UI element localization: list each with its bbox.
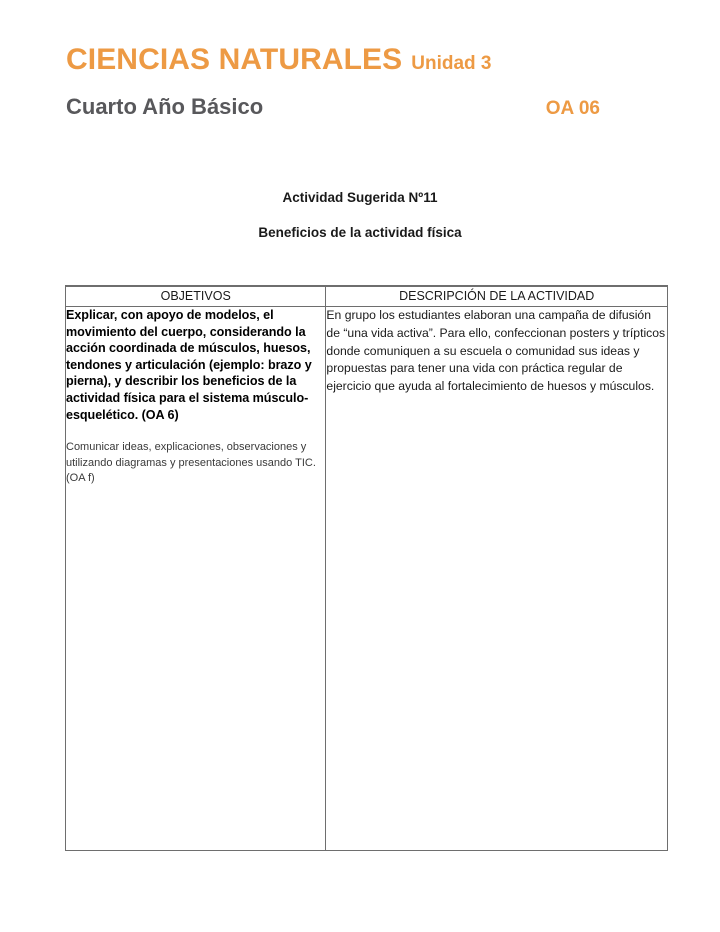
subject-title: CIENCIAS NATURALES [66,43,403,76]
oa-code-badge: OA 06 [545,98,600,120]
title-line [66,44,666,76]
objectives-cell [66,307,326,851]
document-header [66,44,666,120]
table-header-objectives: OBJETIVOS [66,286,326,307]
grade-line [66,95,600,120]
description-cell [326,307,668,851]
table-header-description: DESCRIPCIÓN DE LA ACTIVIDAD [326,286,668,307]
activity-table [65,285,668,851]
activity-subject: Beneficios de la actividad física [258,225,462,241]
table-row [66,307,668,851]
activity-heading [0,190,720,241]
description-text: En grupo los estudiantes elaboran una campaña de difusión de “una vida activa”. Para ello, confeccionan posters y trípticos donde comuniquen a su escuela o comunidad sus ideas y propuestas para tener una vida con práctica regular de ejercicio que ayuda al fortalecimiento de huesos y músculos. [326,308,666,394]
table-header-row [66,286,668,307]
activity-number: Actividad Sugerida Nº11 [282,190,438,205]
grade-label: Cuarto Año Básico [66,94,264,120]
unit-label: Unidad 3 [411,53,492,74]
objective-secondary-text: Comunicar ideas, explicaciones, observaciones y utilizando diagramas y presentaciones usando TIC. (OA f) [66,441,316,485]
objective-main-text: Explicar, con apoyo de modelos, el movimiento del cuerpo, considerando la acción coordinada de músculos, huesos, tendones y articulación (ejemplo: brazo y pierna), y describir los beneficios de la actividad física para el sistema músculo-esquelético. (OA 6) [66,308,312,422]
